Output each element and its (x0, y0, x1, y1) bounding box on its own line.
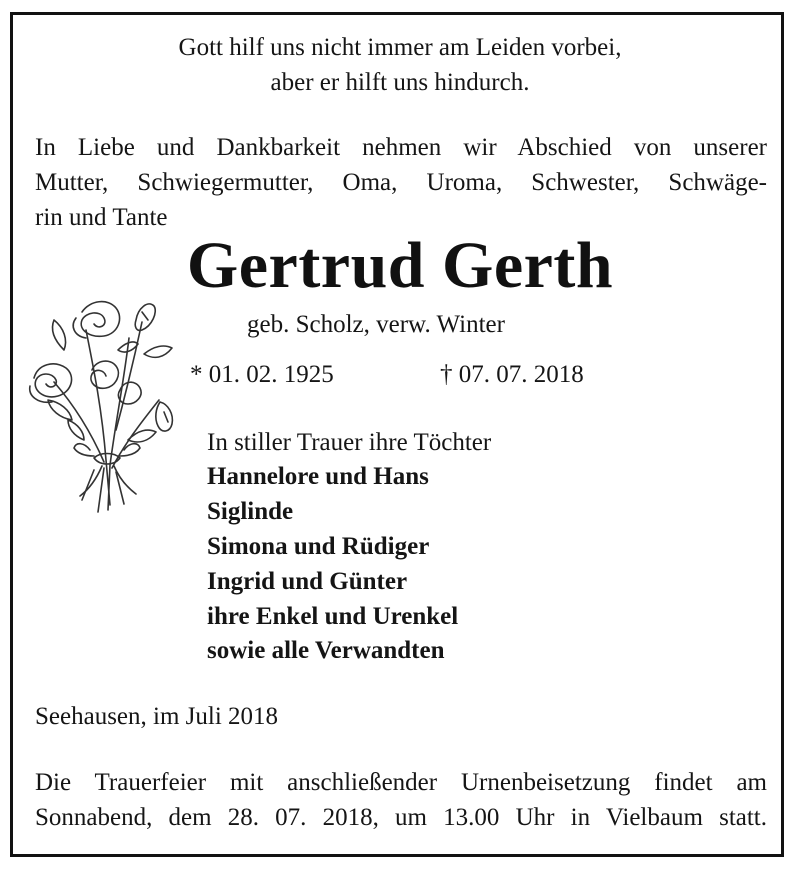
ceremony-line-1: Die Trauerfeier mit anschließender Urnenbeisetzung findet am (35, 769, 767, 796)
mourner-name: sowie alle Verwandten (207, 637, 445, 664)
mourner-name: Ingrid und Günter (207, 568, 408, 595)
intro-line-2: Mutter, Schwiegermutter, Oma, Uroma, Schwester, Schwäge- (35, 169, 767, 196)
ceremony-line-2: Sonnabend, dem 28. 07. 2018, um 13.00 Uhr in Vielbaum statt. (35, 804, 767, 831)
mourner-name: Siglinde (207, 498, 294, 525)
maiden-name: geb. Scholz, verw. Winter (247, 311, 505, 338)
mourner-name: ihre Enkel und Urenkel (207, 603, 459, 630)
rose-bouquet-illustration (24, 290, 190, 520)
intro-line-1: In Liebe und Dankbarkeit nehmen wir Abschied von unserer (35, 134, 767, 161)
mourners-intro: In stiller Trauer ihre Töchter (207, 429, 492, 456)
mourner-name: Hannelore und Hans (207, 463, 429, 490)
mourner-name: Simona und Rüdiger (207, 533, 430, 560)
death-date: † 07. 07. 2018 (440, 361, 584, 388)
birth-date: * 01. 02. 1925 (190, 361, 334, 388)
motto-line-2: aber er hilft uns hindurch. (270, 69, 530, 96)
deceased-name: Gertrud Gerth (186, 229, 614, 302)
motto-line-1: Gott hilf uns nicht immer am Leiden vorbei, (178, 34, 622, 61)
place-date: Seehausen, im Juli 2018 (35, 703, 279, 730)
intro-line-3: rin und Tante (35, 204, 168, 231)
